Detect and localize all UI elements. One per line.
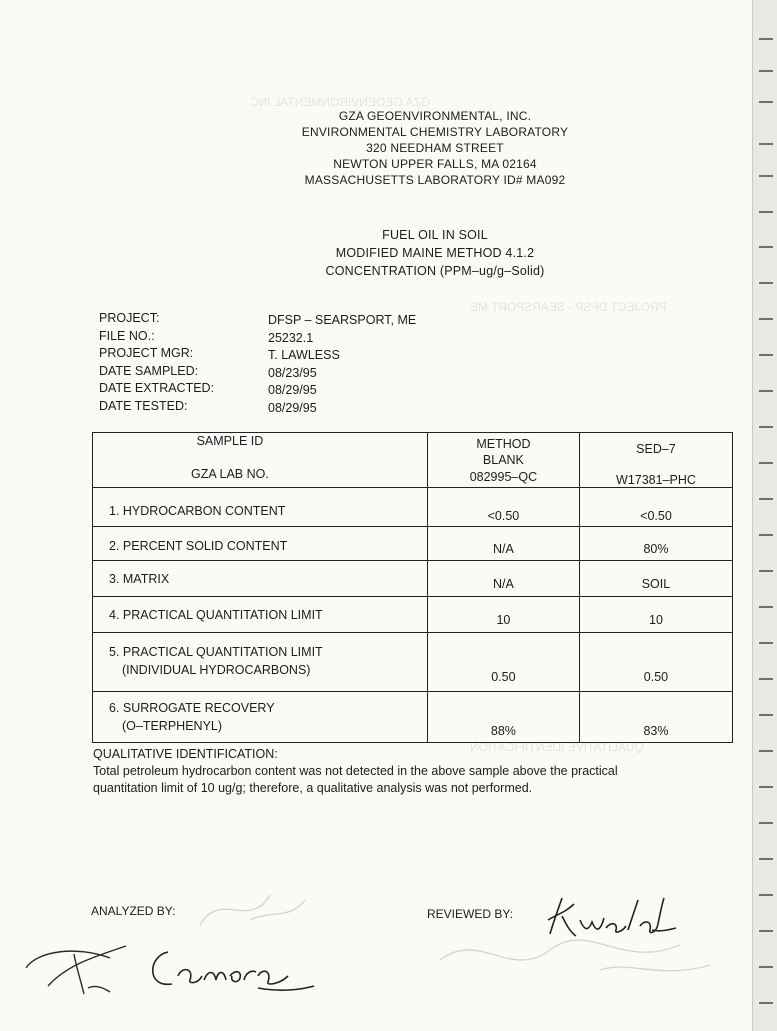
binder-tick [759,70,773,72]
qualitative-heading: QUALITATIVE IDENTIFICATION: [93,747,278,761]
binder-tick [759,570,773,572]
row-label: 4. PRACTICAL QUANTITATION LIMIT [109,608,323,622]
bleed-through-signature [190,880,310,940]
project-info-labels [99,310,214,415]
reviewer-signature [540,890,680,942]
sample-id-header: SAMPLE ID [196,434,264,448]
table-row [93,692,733,743]
file-label: FILE NO.: [99,328,155,343]
lab-header [245,108,625,188]
row-label-sub: (INDIVIDUAL HYDROCARBONS) [122,663,311,677]
binder-tick [759,354,773,356]
row-label: 5. PRACTICAL QUANTITATION LIMIT [109,645,323,659]
binder-tick [759,750,773,752]
binder-tick [759,390,773,392]
binder-tick [759,606,773,608]
tested-label: DATE TESTED: [99,398,188,413]
lab-no-header: GZA LAB NO. [191,467,269,481]
sample-value: <0.50 [640,509,672,523]
sample-value: 83% [643,724,669,738]
blank-value: 0.50 [491,670,516,684]
binder-tick [759,822,773,824]
binder-tick [759,966,773,968]
analyzed-by-label: ANALYZED BY: [91,904,176,918]
row-label: 3. MATRIX [109,572,170,586]
project-info-values [268,312,416,417]
blank-header-line1: METHOD [476,437,531,451]
reviewed-by-label: REVIEWED BY: [427,907,514,921]
qualitative-section [93,746,713,797]
binder-tick [759,282,773,284]
row-label: 1. HYDROCARBON CONTENT [109,504,286,518]
city-address: NEWTON UPPER FALLS, MA 02164 [333,157,537,171]
blank-header-line2: BLANK [482,453,524,467]
street-address: 320 NEEDHAM STREET [366,141,504,155]
analyst-signature [18,936,318,1006]
table-row [93,633,733,692]
binder-tick [759,534,773,536]
binder-tick [759,930,773,932]
binder-tick [759,101,773,103]
binder-tick [759,1002,773,1004]
row-label: 6. SURROGATE RECOVERY [109,701,275,715]
project-value: DFSP – SEARSPORT, ME [268,313,417,327]
mgr-value: T. LAWLESS [268,348,340,362]
binder-tick [759,714,773,716]
table-row [93,488,733,527]
binder-tick [759,894,773,896]
binder-tick [759,678,773,680]
sampled-label: DATE SAMPLED: [99,363,199,378]
binder-tick [759,143,773,145]
tested-value: 08/29/95 [268,400,317,415]
row-label-sub: (O–TERPHENYL) [122,719,223,733]
binder-tick [759,38,773,40]
binder-tick [759,211,773,213]
binder-edge [752,0,777,1031]
bleed-through-text: PROJECT DFSP - SEARSPORT ME [470,300,667,314]
binder-tick [759,786,773,788]
binder-tick [759,858,773,860]
blank-lab-id: 082995–QC [469,470,538,484]
file-value: 25232.1 [268,330,314,345]
qualitative-text-line1: Total petroleum hydrocarbon content was not detected in the above sample above the practical [93,764,618,778]
binder-tick [759,498,773,500]
sampled-value: 08/23/95 [268,365,317,380]
results-table [92,432,733,743]
binder-tick [759,318,773,320]
table-row [93,527,733,561]
sample-value: 80% [643,542,669,556]
binder-tick [759,175,773,177]
qualitative-text-line2: quantitation limit of 10 ug/g; therefore, a qualitative analysis was not performed. [93,781,533,795]
binder-tick [759,462,773,464]
report-title: FUEL OIL IN SOIL [382,228,488,242]
blank-value: 88% [490,724,516,738]
blank-value: 10 [496,613,511,627]
binder-tick [759,642,773,644]
bleed-through-text: QUALITATIVE IDENTIFICATION [470,740,645,754]
blank-value: N/A [492,577,514,591]
extracted-value: 08/29/95 [268,383,317,397]
report-units: CONCENTRATION (PPM–ug/g–Solid) [325,264,545,278]
table-header-row [93,433,733,488]
table-row [93,597,733,633]
mgr-label: PROJECT MGR: [99,346,194,360]
lab-name: ENVIRONMENTAL CHEMISTRY LABORATORY [301,125,569,139]
binder-tick [759,426,773,428]
sample-value: 0.50 [643,670,669,684]
blank-value: N/A [492,542,514,556]
sample-header: SED–7 [636,442,676,456]
sample-lab-id: W17381–PHC [616,473,696,487]
report-title-block [245,226,625,280]
sample-value: 10 [649,613,663,627]
row-label: 2. PERCENT SOLID CONTENT [109,539,288,553]
lab-id: MASSACHUSETTS LABORATORY ID# MA092 [304,173,566,187]
table-row [93,561,733,597]
bleed-through-text: GZA GEOENVIRONMENTAL INC [250,95,431,109]
report-method: MODIFIED MAINE METHOD 4.1.2 [335,246,535,260]
blank-value: <0.50 [487,509,520,523]
project-label: PROJECT: [99,311,160,325]
company-name: GZA GEOENVIRONMENTAL, INC. [338,109,532,123]
extracted-label: DATE EXTRACTED: [99,381,215,395]
binder-tick [759,246,773,248]
sample-value: SOIL [641,577,671,591]
